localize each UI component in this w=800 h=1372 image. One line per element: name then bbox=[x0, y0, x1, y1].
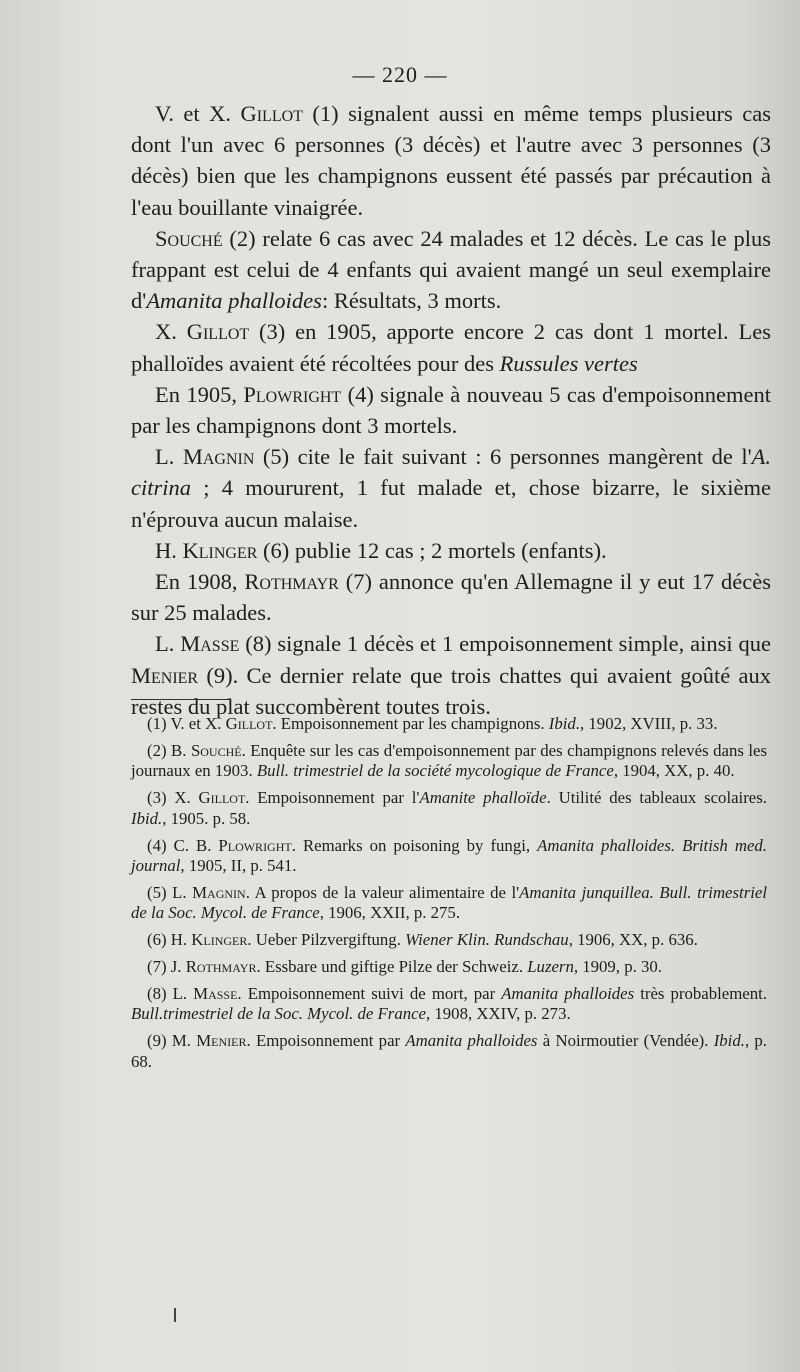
author-name: Gillot bbox=[225, 714, 273, 733]
author-name: Magnin bbox=[182, 444, 255, 470]
text-run: (7) annonce qu'en Allemagne il y eut 17 décès sur 25 malades. bbox=[131, 569, 771, 626]
text-run: . Empoisonnement par l' bbox=[245, 788, 420, 808]
author-name: Plowright bbox=[218, 835, 292, 855]
text-run: (8) L. bbox=[147, 983, 194, 1003]
text-run: (2) relate 6 cas avec 24 malades et 12 décès. Le cas le plus frappant est celui de 4 enfants qui avaient mangé un seul exemplaire d' bbox=[131, 225, 771, 314]
italic-text: Amanite phalloïde bbox=[419, 788, 547, 808]
text-run: (5) cite le fait suivant : 6 personnes mangèrent de l' bbox=[254, 444, 752, 470]
author-name: Masse bbox=[193, 983, 238, 1003]
text-run: (6) publie 12 cas ; 2 mortels (enfants). bbox=[257, 537, 607, 563]
text-run: . Essbare und giftige Pilze der Schweiz. bbox=[256, 957, 528, 977]
italic-text: Wiener Klin. Rundschau bbox=[405, 930, 569, 950]
text-run: , 1909, p. 30. bbox=[573, 957, 662, 977]
text-run: (3) en 1905, apporte encore 2 cas dont 1 mortel. Les phalloïdes avaient été récoltées pour des bbox=[131, 319, 772, 376]
footnote bbox=[131, 714, 767, 734]
paragraph bbox=[131, 379, 771, 441]
paragraph bbox=[131, 98, 771, 223]
text-run: à Noirmoutier (Vendée). bbox=[537, 1031, 714, 1051]
footnote bbox=[131, 957, 767, 977]
text-run: (9). Ce dernier relate que trois chattes qui avaient goûté aux restes du plat succombèrent toutes trois. bbox=[131, 662, 771, 719]
text-run: L. bbox=[155, 444, 183, 470]
text-run: H. bbox=[155, 537, 183, 563]
author-name: Menier bbox=[196, 1031, 247, 1051]
text-run: (9) M. bbox=[147, 1031, 197, 1051]
footnote bbox=[131, 836, 767, 877]
paragraph bbox=[131, 535, 771, 566]
italic-text: Ibid. bbox=[713, 1031, 745, 1051]
footnote bbox=[131, 930, 767, 950]
author-name: Rothmayr bbox=[244, 569, 339, 595]
text-run: (1) signalent aussi en même temps plusieurs cas dont l'un avec 6 personnes (3 décès) et l'autre avec 3 personnes (3 décès) bien que les champignons eussent été passés par précaution à l'eau bouillante vinaigrée. bbox=[131, 101, 771, 220]
text-run: . Empoisonnement suivi de mort, par bbox=[237, 983, 502, 1003]
text-run: , p. 68. bbox=[131, 1031, 767, 1071]
text-run: , 1905, II, p. 541. bbox=[180, 855, 297, 875]
paragraph bbox=[131, 316, 771, 378]
text-run: , 1905. p. 58. bbox=[162, 808, 251, 828]
body-text bbox=[131, 98, 771, 722]
author-name: Gillot bbox=[240, 101, 303, 126]
paragraph bbox=[131, 628, 771, 722]
text-run: . Enquête sur les cas d'empoisonnement par des champignons relevés dans les journaux en 1903. bbox=[131, 740, 767, 781]
text-run: L. bbox=[155, 631, 181, 657]
text-run: X. bbox=[155, 319, 187, 345]
italic-text: Ibid. bbox=[131, 808, 163, 828]
text-run: ; 4 moururent, 1 fut malade et, chose bizarre, le sixième n'éprouva aucun malaise. bbox=[131, 475, 771, 532]
text-run: : Résultats, 3 morts. bbox=[321, 288, 502, 314]
author-name: Gillot bbox=[186, 319, 250, 345]
italic-text: Amanita phalloides bbox=[501, 983, 635, 1003]
text-run: , 1902, XVIII, p. 33. bbox=[580, 714, 718, 733]
author-name: Souché bbox=[190, 740, 242, 760]
text-run: V. et X. bbox=[155, 101, 241, 126]
text-run: (8) signale 1 décès et 1 empoisonnement simple, ainsi que bbox=[239, 631, 771, 657]
author-name: Gillot bbox=[198, 788, 246, 808]
footnote bbox=[131, 741, 767, 782]
text-run: . Utilité des tableaux scolaires. bbox=[546, 788, 767, 808]
text-run: . Remarks on poisoning by fungi, bbox=[291, 835, 538, 855]
paragraph bbox=[131, 441, 771, 535]
text-run: (4) signale à nouveau 5 cas d'empoisonnement par les champignons dont 3 mortels. bbox=[131, 381, 771, 439]
text-run: (3) X. bbox=[147, 788, 199, 808]
text-run: , 1904, XX, p. 40. bbox=[613, 761, 735, 781]
author-name: Plowright bbox=[243, 381, 342, 407]
text-run: (6) H. bbox=[147, 930, 192, 950]
text-run: , 1908, XXIV, p. 273. bbox=[426, 1004, 571, 1024]
author-name: Menier bbox=[131, 662, 199, 688]
footnote bbox=[131, 883, 767, 924]
italic-text: Bull.trimestriel de la Soc. Mycol. de France bbox=[131, 1004, 426, 1024]
italic-text: Russules vertes bbox=[499, 350, 638, 376]
paragraph bbox=[131, 223, 771, 317]
footnote-separator bbox=[131, 699, 231, 700]
text-run: , 1906, XX, p. 636. bbox=[568, 930, 698, 950]
text-run: . Empoisonnement par les champignons. bbox=[272, 714, 549, 733]
text-run: En 1905, bbox=[155, 381, 244, 407]
text-run: En 1908, bbox=[155, 569, 245, 595]
text-run: . A propos de la valeur alimentaire de l' bbox=[245, 882, 520, 902]
text-run: (4) C. B. bbox=[147, 835, 219, 855]
italic-text: Amanita phalloides bbox=[405, 1031, 538, 1051]
text-run: . Ueber Pilzvergiftung. bbox=[247, 930, 406, 950]
footnote bbox=[131, 788, 767, 829]
text-run: (5) L. bbox=[147, 882, 193, 902]
italic-text: A. citrina bbox=[131, 444, 771, 501]
italic-text: Luzern bbox=[527, 957, 574, 977]
author-name: Masse bbox=[180, 631, 240, 657]
author-name: Rothmayr bbox=[185, 957, 257, 977]
stray-ink-mark bbox=[174, 1308, 176, 1322]
text-run: très probablement. bbox=[634, 983, 767, 1003]
author-name: Magnin bbox=[192, 882, 246, 902]
italic-text: Amanita phalloides. British med. journal bbox=[131, 835, 767, 875]
page-number: — 220 — bbox=[352, 62, 448, 87]
italic-text: Ibid. bbox=[548, 714, 581, 733]
footnote bbox=[131, 1031, 767, 1072]
italic-text: Bull. trimestriel de la société mycologique de France bbox=[256, 761, 614, 781]
author-name: Souché bbox=[155, 225, 223, 251]
paragraph bbox=[131, 566, 771, 628]
footnote bbox=[131, 984, 767, 1025]
author-name: Klinger bbox=[191, 930, 248, 950]
text-run: (1) V. et X. bbox=[147, 714, 226, 733]
text-run: . Empoisonnement par bbox=[246, 1031, 406, 1051]
text-run: (2) B. bbox=[147, 740, 191, 760]
italic-text: Amanita junquillea. Bull. trimestriel de la Soc. Mycol. de France bbox=[131, 882, 768, 923]
italic-text: Amanita phalloides bbox=[146, 288, 322, 314]
footnotes bbox=[131, 714, 767, 1079]
text-run: , 1906, XXII, p. 275. bbox=[319, 903, 461, 923]
author-name: Klinger bbox=[182, 537, 258, 563]
text-run: (7) J. bbox=[147, 957, 186, 977]
